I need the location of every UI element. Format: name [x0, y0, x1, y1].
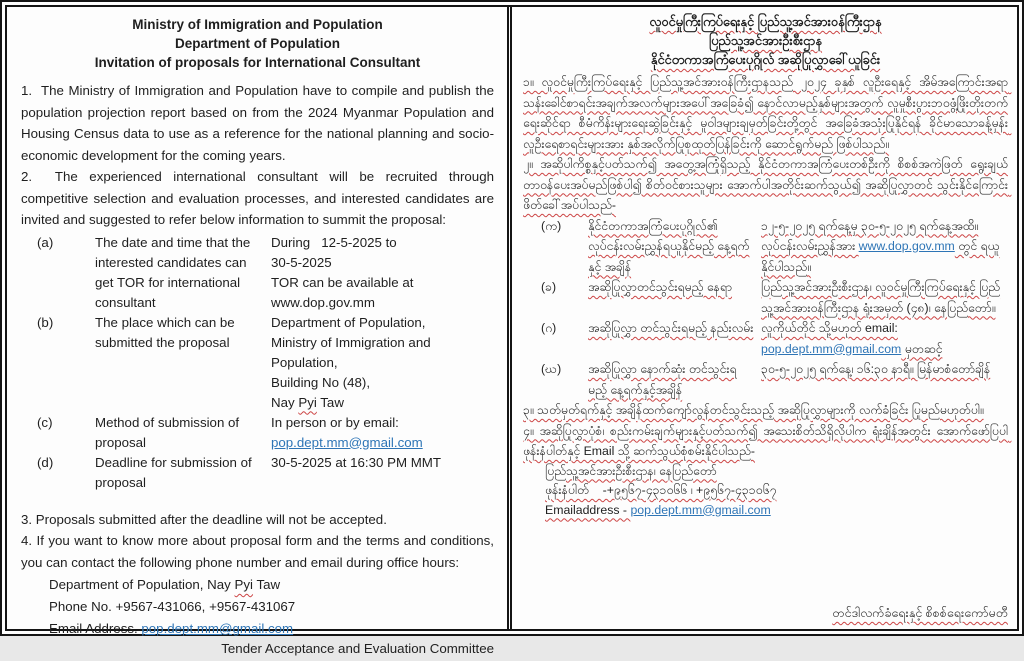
signature-text: တင်ဒါလက်ခံရေးနှင့် စိစစ်ရေးကော်မတီ — [832, 606, 1008, 620]
email-link[interactable]: pop.dept.mm@gmail.com — [271, 434, 423, 450]
taw-text: Taw — [253, 577, 281, 592]
item-label: (က) — [541, 218, 562, 233]
description-text: အဆိုပြုလွှာ တင်သွင်းရမည့် နည်းလမ်း — [588, 321, 754, 335]
item-label: (ဃ) — [541, 362, 562, 376]
item-description: The place which can be submitted the proposal — [95, 314, 235, 350]
paragraph-text: ၂။ အဆိုပါကိစ္စနှင့်ပတ်သက်၍ အတွေ့အကြုံရှိသည့် နိုင်ငံတကာအကြံပေးတစ်ဦးကို စိစစ်အကဲဖြတ် ရွေးချယ်တာဝန်ပေးအပ်မည်ဖြစ်ပါ၍ စိတ်ဝင်စားသူများ အောက်ပါအတိုင်းဆက်သွယ်၍ အဆိုပြုလွှာတင် သွင်းနိုင်ကြောင်း ဖိတ်ခေါ်အပ်ပါသည်- — [523, 157, 1012, 212]
paragraph-4-burmese — [523, 421, 1012, 462]
value-text: တွင် ရယူနိုင်ပါသည်။ — [761, 239, 1000, 274]
burmese-column — [512, 7, 1017, 629]
item-description — [588, 359, 754, 400]
ministry-title: Ministry of Immigration and Population — [132, 17, 383, 32]
item-value — [761, 318, 1008, 359]
item-label: (b) — [37, 314, 54, 330]
department-title-burmese — [523, 31, 1008, 50]
paragraph-2-burmese — [523, 154, 1012, 216]
paragraph-text: ၄။ အဆိုပြုလွှာပုံစံ၊ စည်းကမ်းချက်များနှင့်ပတ်သက်၍ အသေးစိတ်သိရှိလိုပါက ရုံးချိန်အတွင်း အောက်ဖော်ပြပါ ဖုန်းနံပါတ်နှင့် Email သို့ ဆက်သွယ်စုံစမ်းနိုင်ပါသည်- — [523, 423, 1012, 458]
committee-signature-english: Tender Acceptance and Evaluation Committee — [221, 641, 494, 656]
paragraph-4: 4. If you want to know more about proposal form and the terms and conditions, you can contact the following phone number and email during office hours: — [21, 533, 498, 570]
items-table-burmese — [523, 216, 1008, 401]
email-link[interactable]: pop.dept.mm@gmail.com — [630, 502, 771, 517]
invitation-title-burmese — [523, 50, 1008, 69]
pyi-misspelled-text: Pyi — [234, 577, 254, 592]
email-label: Email Address. — [49, 621, 142, 636]
item-row-gha — [523, 359, 1008, 400]
item-label: (d) — [37, 454, 54, 470]
item-label: (a) — [37, 234, 54, 250]
title-text: ပြည်သူ့အင်အားဦးစီးဌာန — [708, 33, 823, 48]
department-title: Department of Population — [175, 36, 340, 51]
item-row-ka — [523, 216, 1008, 278]
contact-department-line-burmese — [523, 462, 1008, 482]
paragraph-1: 1. The Ministry of Immigration and Population have to compile and publish the population projection report based on from the 2024 Myanmar Population and Housing Census data to use as a reference for the national planning and socio-economic development for the coming years. — [21, 83, 498, 163]
contact-dept-text: ပြည်သူ့အင်အားဦးစီးဌာန၊ နေပြည်တော် — [545, 463, 717, 478]
item-value — [271, 413, 494, 453]
item-row-kha — [523, 277, 1008, 318]
item-description: The date and time that the interested candidates can get TOR for international consultant — [95, 234, 251, 310]
email-label: Emailaddress - — [545, 502, 631, 517]
burmese-header — [523, 12, 1008, 69]
item-label: (c) — [37, 414, 53, 430]
item-description: Deadline for submission of proposal — [95, 454, 252, 490]
item-row-a — [21, 233, 494, 313]
value-text: လူကိုယ်တိုင် သို့မဟုတ် email: — [761, 321, 898, 335]
email-link[interactable]: pop.dept.mm@gmail.com — [141, 621, 294, 636]
taw-text: Taw — [316, 394, 344, 410]
contact-phone-line: Phone No. +9567-431066, +9567-431067 — [49, 599, 296, 614]
value-line: Building No (48), — [271, 374, 371, 390]
paragraph-text: ၃။ သတ်မှတ်ရက်နှင့် အချိန်ထက်ကျော်လွန်တင်သွင်းသည့် အဆိုပြုလွှာများကို လက်ခံခြင်း ပြုမည်မဟုတ်ပါ။ — [523, 403, 984, 417]
item-description — [588, 277, 754, 318]
item-row-b — [21, 313, 494, 413]
value-line: Department of Population, — [271, 314, 426, 330]
value-line: During 12-5-2025 to — [271, 234, 397, 250]
title-text: နိုင်ငံတကာအကြံပေးပုဂ္ဂိုလ် အဆိုပြုလွှာခေါ်ယူခြင်း — [650, 52, 881, 67]
item-row-d — [21, 453, 494, 493]
item-value — [271, 453, 494, 493]
committee-signature-burmese — [523, 604, 1008, 625]
item-description: Method of submission of proposal — [95, 414, 240, 450]
ministry-title-burmese — [523, 12, 1008, 31]
contact-email-line-burmese — [523, 501, 1008, 521]
items-table — [21, 233, 494, 493]
english-header — [21, 15, 494, 72]
english-column — [7, 7, 512, 656]
value-line-email — [271, 433, 494, 453]
website-link[interactable]: www.dop.gov.mm — [858, 239, 955, 253]
value-line: Ministry of Immigration and Population, — [271, 334, 435, 370]
nay-text: Nay — [271, 394, 299, 410]
item-description — [588, 318, 754, 359]
item-label: (ခ) — [541, 280, 557, 294]
item-row-ga — [523, 318, 1008, 359]
item-value — [761, 277, 1008, 318]
paragraph-1-burmese — [523, 72, 1012, 154]
item-value — [271, 313, 494, 413]
email-link[interactable]: pop.dept.mm@gmail.com — [761, 341, 902, 356]
value-line: In person or by email: — [271, 414, 399, 430]
paragraph-2: 2. The experienced international consultant will be recruited through competitive selection and evaluation processes, and interested candidates are invited and suggested to refer below information to summit the proposal: — [21, 169, 498, 227]
description-text: နိုင်ငံတကာအကြံပေးပုဂ္ဂိုလ်၏ လုပ်ငန်းလမ်းညွှန်ရယူနိုင်မည့် နေ့ရက်နှင့် အချိန် — [588, 218, 750, 274]
value-line: 30-5-2025 at 16:30 PM MMT — [271, 454, 441, 470]
paragraph-3-burmese — [523, 400, 1008, 421]
item-value — [271, 233, 494, 313]
item-value — [761, 216, 1008, 278]
contact-department-line — [21, 575, 494, 595]
paragraph-text: ၁။ လူဝင်မှုကြီးကြပ်ရေးနှင့် ပြည်သူ့အင်အားဝန်ကြီးဌာနသည် ၂၀၂၄ ခုနှစ် လူဦးရေနှင့် အိမ်အကြောင်းအရာ သန်းခေါင်စာရင်းအချက်အလက်များအပေါ်အခြေခံ၍ နောင်လာမည့်နှစ်များအတွက် လူမှုစီးပွားဘဝဖွံ့ဖြိုးတိုးတက်ရေးဆိုင်ရာ စီမံကိန်းများရေးဆွဲခြင်းနှင့် မူဝါဒများချမှတ်ခြင်းတို့တွင် အခြေခံအသုံးပြုနိုင်ရန် ခိုင်မာသောခန့်မှန်း လူဦးရေစာရင်းများအား နှစ်အလိုက်ပြုစုထုတ်ပြန်ခြင်းကို ဆောင်ရွက်မည် ဖြစ်ပါသည်။ — [523, 75, 1012, 151]
item-description — [588, 216, 754, 278]
contact-phone-line-burmese — [523, 481, 1008, 501]
item-row-c — [21, 413, 494, 453]
value-text: မှတဆင့် — [901, 341, 943, 356]
description-text: အဆိုပြုလွှာတင်သွင်းရမည့် နေရာ — [588, 280, 733, 294]
item-label: (ဂ) — [541, 321, 557, 335]
english-notes — [21, 509, 498, 640]
value-text: ၁၂-၅-၂၀၂၅ ရက်နေ့မှ ၃၀-၅-၂၀၂၅ ရက်နေ့အထိ။ လုပ်ငန်းလမ်းညွှန်အား — [761, 218, 979, 253]
paragraph-3: 3. Proposals submitted after the deadline will not be accepted. — [21, 511, 387, 527]
pyi-misspelled-text: Pyi — [298, 394, 317, 410]
value-line: 30-5-2025 — [271, 254, 332, 270]
invitation-title: Invitation of proposals for International Consultant — [94, 55, 421, 70]
description-text: အဆိုပြုလွှာ နောက်ဆုံး တင်သွင်းရမည့် နေ့ရက်နှင့်အချိန် — [588, 362, 737, 397]
value-text: ၃၀-၅-၂၀၂၅ ရက်နေ့၊ ၁၆:၃၀ နာရီ။ မြန်မာစံတော်ချိန် — [761, 362, 991, 376]
item-value — [761, 359, 1008, 400]
value-line-nay-pyi-taw — [271, 393, 494, 413]
title-text: လူဝင်မှုကြီးကြပ်ရေးနှင့် ပြည်သူ့အင်အားဝန်ကြီးဌာန — [649, 14, 882, 29]
contact-email-line — [21, 619, 494, 639]
value-text: ပြည်သူ့အင်အားဦးစီးဌာန၊ လူဝင်မှုကြီးကြပ်ရေးနှင့် ပြည်သူ့အင်အားဝန်ကြီးဌာန ရုံးအမှတ် (၄၈)၊ နေပြည်တော်။ — [761, 280, 1001, 315]
value-line: TOR can be available at www.dop.gov.mm — [271, 274, 418, 310]
contact-phone-text: ဖုန်းနံပါတ် -+၉၅၆၇-၄၃၁၀၆၆ ၊ +၉၅၆၇-၄၃၁၀၆၇ — [545, 483, 777, 497]
contact-dept-text: Department of Population, Nay — [49, 577, 235, 592]
